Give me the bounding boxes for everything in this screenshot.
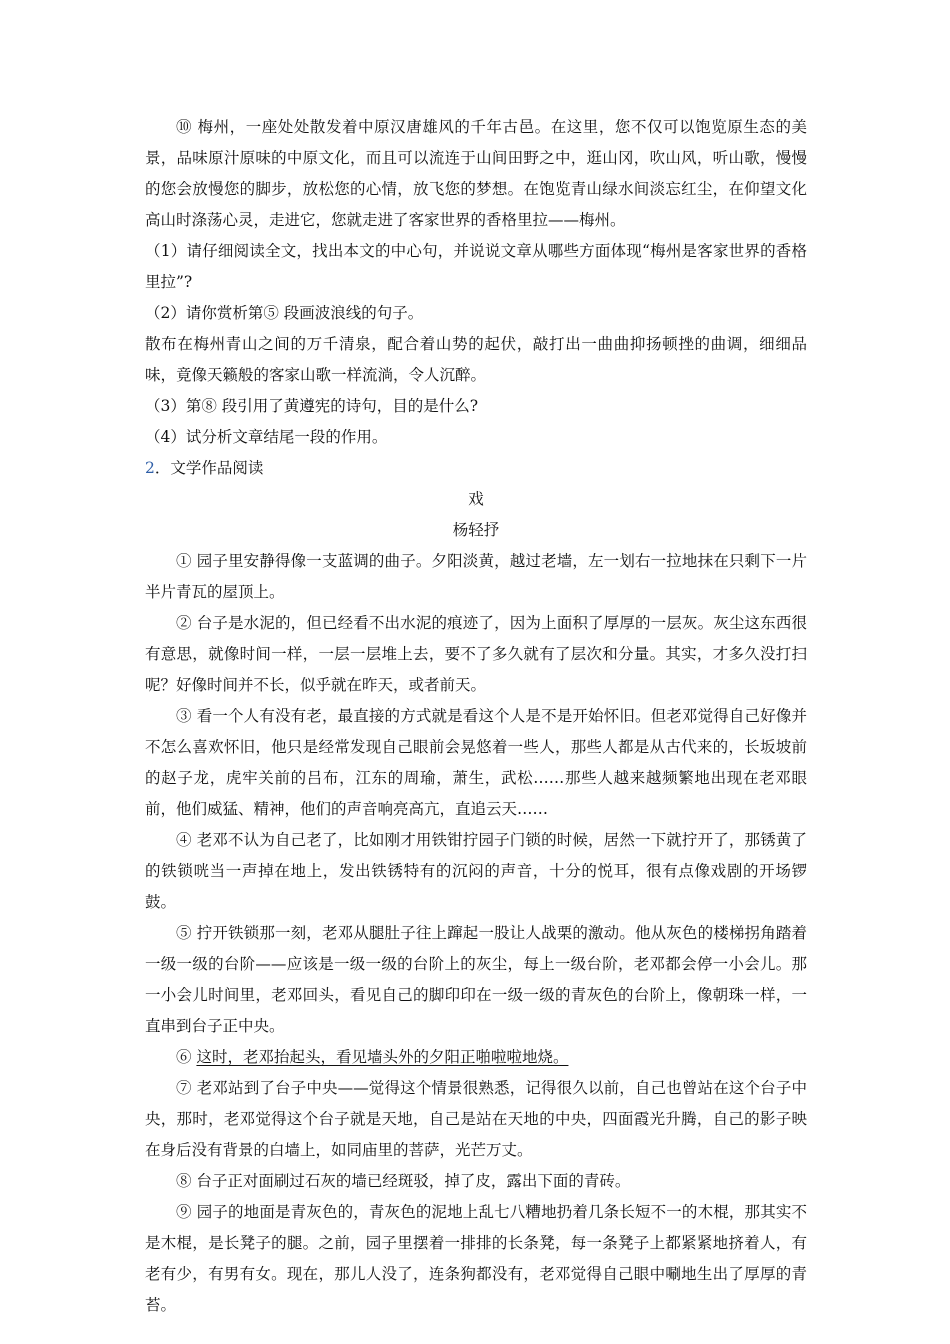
section-heading-text: ．文学作品阅读 xyxy=(154,459,264,477)
paragraph-1: ① 园子里安静得像一支蓝调的曲子。夕阳淡黄，越过老墙，左一划右一拉地抹在只剩下一片半片青瓦的屋顶上。 xyxy=(145,552,807,601)
article-author: 杨轻抒 xyxy=(452,521,500,539)
paragraph-6-number: ⑥ xyxy=(176,1048,197,1066)
paragraph-6-underlined-text: 这时，老邓抬起头，看见墙头外的夕阳正啪啦啦地烧。 xyxy=(196,1048,569,1066)
document-page xyxy=(145,112,807,1321)
paragraph-7: ⑦ 老邓站到了台子中央——觉得这个情景很熟悉，记得很久以前，自己也曾站在这个台子中央，那时，老邓觉得这个台子就是天地，自己是站在天地的中央，四面霞光升腾，自己的影子映在身后没有背景的白墙上，如同庙里的菩萨，光芒万丈。 xyxy=(145,1079,807,1159)
question-4: （4）试分析文章结尾一段的作用。 xyxy=(145,428,388,446)
article-title: 戏 xyxy=(468,490,484,508)
quoted-sentence: 散布在梅州青山之间的万千清泉，配合着山势的起伏，敲打出一曲曲抑扬顿挫的曲调，细细品味，竟像天籁般的客家山歌一样流淌，令人沉醉。 xyxy=(145,335,807,384)
paragraph-10: ⑩ 梅州，一座处处散发着中原汉唐雄风的千年古邑。在这里，您不仅可以饱览原生态的美景，品味原汁原味的中原文化，而且可以流连于山间田野之中，逛山冈，吹山风，听山歌，慢慢的您会放慢您的脚步，放松您的心情，放飞您的梦想。在饱览青山绿水间淡忘红尘，在仰望文化高山时涤荡心灵，走进它，您就走进了客家世界的香格里拉——梅州。 xyxy=(145,118,807,229)
question-1: （1）请仔细阅读全文，找出本文的中心句，并说说文章从哪些方面体现“梅州是客家世界的香格里拉”? xyxy=(145,242,807,291)
paragraph-4: ④ 老邓不认为自己老了，比如刚才用铁钳拧园子门锁的时候，居然一下就拧开了，那锈黄了的铁锁咣当一声掉在地上，发出铁锈特有的沉闷的声音，十分的悦耳，很有点像戏剧的开场锣鼓。 xyxy=(145,831,807,911)
paragraph-5: ⑤ 拧开铁锁那一刻，老邓从腿肚子往上蹿起一股让人战栗的激动。他从灰色的楼梯拐角踏着一级一级的台阶——应该是一级一级的台阶上的灰尘，每上一级台阶，老邓都会停一小会儿。那一小会儿时间里，老邓回头，看见自己的脚印印在一级一级的青灰色的台阶上，像朝珠一样，一直串到台子正中央。 xyxy=(145,924,807,1035)
paragraph-8: ⑧ 台子正对面刷过石灰的墙已经斑驳，掉了皮，露出下面的青砖。 xyxy=(176,1172,631,1190)
section-heading xyxy=(145,453,807,484)
section-number: 2 xyxy=(145,459,155,477)
question-3: （3）第⑧ 段引用了黄遵宪的诗句，目的是什么? xyxy=(145,397,479,415)
paragraph-9: ⑨ 园子的地面是青灰色的，青灰色的泥地上乱七八糟地扔着几条长短不一的木棍，那其实不是木棍，是长凳子的腿。之前，园子里摆着一排排的长条凳，每一条凳子上都紧紧地挤着人，有老有少，有男有女。现在，那儿人没了，连条狗都没有，老邓觉得自己眼中唰地生出了厚厚的青苔。 xyxy=(145,1203,807,1314)
paragraph-6 xyxy=(145,1042,807,1073)
paragraph-3: ③ 看一个人有没有老，最直接的方式就是看这个人是不是开始怀旧。但老邓觉得自己好像并不怎么喜欢怀旧，他只是经常发现自己眼前会晃悠着一些人，那些人都是从古代来的，长坂坡前的赵子龙，虎牢关前的吕布，江东的周瑜，萧生，武松……那些人越来越频繁地出现在老邓眼前，他们威猛、精神，他们的声音响亮高亢，直追云天…… xyxy=(145,707,807,818)
paragraph-2: ② 台子是水泥的，但已经看不出水泥的痕迹了，因为上面积了厚厚的一层灰。灰尘这东西很有意思，就像时间一样，一层一层堆上去，要不了多久就有了层次和分量。其实，才多久没打扫呢？好像时间并不长，似乎就在昨天，或者前天。 xyxy=(145,614,807,694)
question-2: （2）请你赏析第⑤ 段画波浪线的句子。 xyxy=(145,304,424,322)
